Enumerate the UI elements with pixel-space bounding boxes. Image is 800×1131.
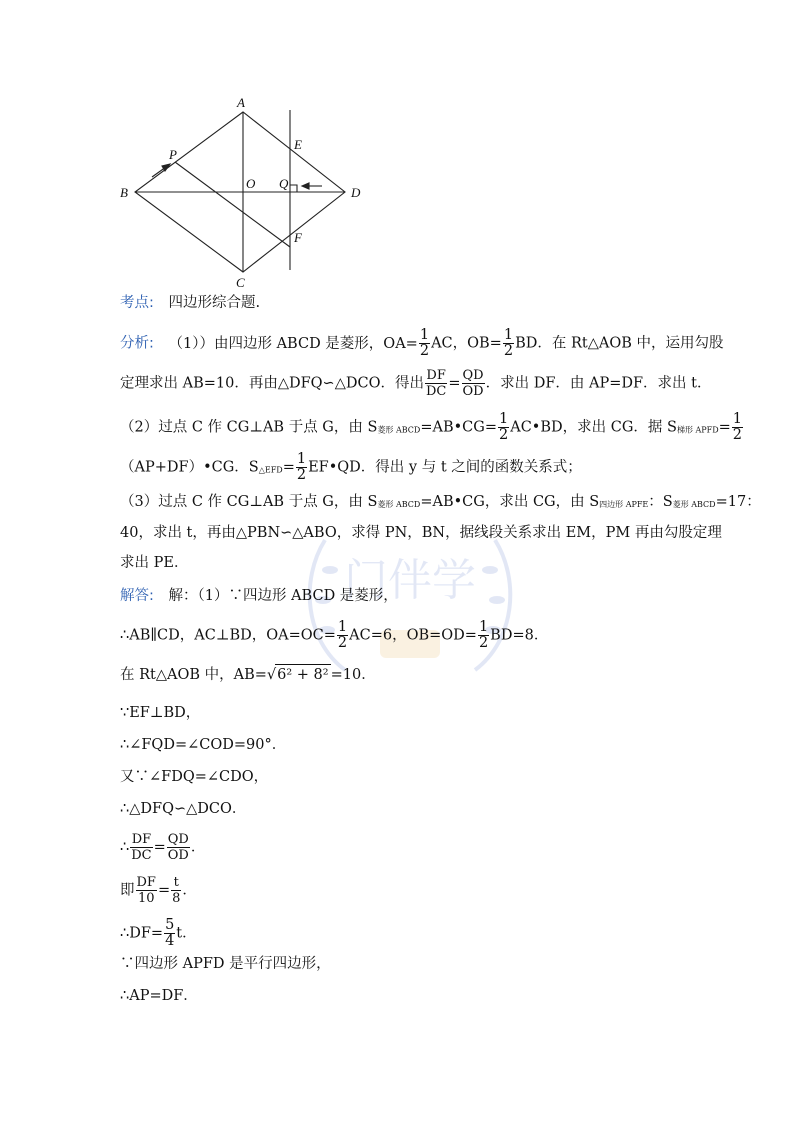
jieda-line-5: ∴∠FQD=∠COD=90°． xyxy=(120,737,287,753)
fenxi-label: 分析: xyxy=(120,335,154,352)
label-e: E xyxy=(294,137,302,152)
label-p: P xyxy=(169,147,177,162)
fraction-half: $\frac{1}{2}$ xyxy=(732,411,743,443)
jieda-line-8: ∴ $\frac{DF}{DC}$ = $\frac{QD}{OD}$ ． xyxy=(120,832,206,863)
fraction-5-4: $\frac{5}{4}$ xyxy=(165,917,175,949)
jieda-line-6: 又∵∠FDQ=∠CDO， xyxy=(120,769,269,785)
label-c: C xyxy=(236,275,245,290)
kaodian-label: 考点: xyxy=(120,295,154,311)
fraction-half: $\frac{1}{2}$ xyxy=(419,327,430,359)
jieda-line-10: ∴DF= $\frac{5}{4}$ t． xyxy=(120,917,197,949)
fenxi-line-7: 求出 PE． xyxy=(120,555,189,571)
fenxi-line-5: （3）过点 C 作 CG⊥AB 于点 G，由 S菱形 ABCD=AB•CG，求出 CG，由 S四边形 APFE：S菱形 ABCD=17： xyxy=(120,494,761,510)
jieda-line-3: 在 Rt△AOB 中，AB=√6² + 8² =10． xyxy=(120,664,376,685)
jieda-line-7: ∴△DFQ∽△DCO． xyxy=(120,801,247,817)
kaodian-text: 四边形综合题. xyxy=(168,295,261,311)
fenxi-line-2: 定理求出 AB=10．再由△DFQ∽△DCO．得出 $\frac{DF}{DC}$ = $\frac{QD}{OD}$ ．求出 DF．由 AP=DF．求出 t． xyxy=(120,368,712,399)
label-d: D xyxy=(351,185,361,200)
jieda-line-12: ∴AP=DF． xyxy=(120,988,198,1004)
label-f: F xyxy=(294,230,302,245)
fenxi-line-6: 40，求出 t，再由△PBN∽△ABO，求得 PN，BN，据线段关系求出 EM，PM 再由勾股定理 xyxy=(120,525,722,541)
fraction-df-dc: $\frac{DF}{DC}$ xyxy=(131,832,152,863)
fenxi-line-3: （2）过点 C 作 CG⊥AB 于点 G，由 S菱形 ABCD=AB•CG= $\frac{1}{2}$ AC•BD，求出 CG．据 S梯形 APFD= $\frac{1}{2}$ xyxy=(120,411,743,443)
fraction-qd-od: $\frac{QD}{OD}$ xyxy=(167,832,189,863)
fraction-half: $\frac{1}{2}$ xyxy=(478,619,489,651)
jieda-line-1: 解答: 解：（1）∵四边形 ABCD 是菱形， xyxy=(120,588,398,604)
fraction-half: $\frac{1}{2}$ xyxy=(503,327,514,359)
fenxi-line-1: 分析: （1））由四边形 ABCD 是菱形，OA= $\frac{1}{2}$ AC，OB= $\frac{1}{2}$ BD．在 Rt△AOB 中，运用勾股 xyxy=(120,327,724,359)
label-q: Q xyxy=(279,176,289,191)
label-o: O xyxy=(246,176,256,191)
sqrt-expression: 6² + 8² xyxy=(275,664,330,685)
watermark-text: 门伴学 xyxy=(344,555,476,606)
jieda-label: 解答: xyxy=(120,588,154,604)
jieda-line-11: ∵四边形 APFD 是平行四边形， xyxy=(120,956,331,972)
fraction-qd-od: $\frac{QD}{OD}$ xyxy=(462,368,484,399)
jieda-line-9: 即 $\frac{DF}{10}$ = $\frac{t}{8}$ ． xyxy=(120,875,197,906)
label-a: A xyxy=(237,95,245,110)
label-b: B xyxy=(120,185,128,200)
fraction-df-dc: $\frac{DF}{DC}$ xyxy=(425,368,447,399)
rhombus-figure xyxy=(110,92,380,292)
kaodian-line xyxy=(120,293,260,313)
jieda-line-4: ∵EF⊥BD， xyxy=(120,705,201,721)
fraction-df-10: $\frac{DF}{10}$ xyxy=(136,875,156,906)
jieda-line-2: ∴AB∥CD，AC⊥BD，OA=OC= $\frac{1}{2}$ AC=6，OB=OD= $\frac{1}{2}$ BD=8． xyxy=(120,619,549,651)
fenxi-line-4: （AP+DF）•CG．S△EFD= $\frac{1}{2}$ EF•QD．得出 y 与 t 之间的函数关系式； xyxy=(120,451,582,483)
fraction-half: $\frac{1}{2}$ xyxy=(337,619,348,651)
fraction-t-8: $\frac{t}{8}$ xyxy=(172,875,181,906)
fraction-half: $\frac{1}{2}$ xyxy=(498,411,509,443)
fraction-half: $\frac{1}{2}$ xyxy=(296,451,307,483)
